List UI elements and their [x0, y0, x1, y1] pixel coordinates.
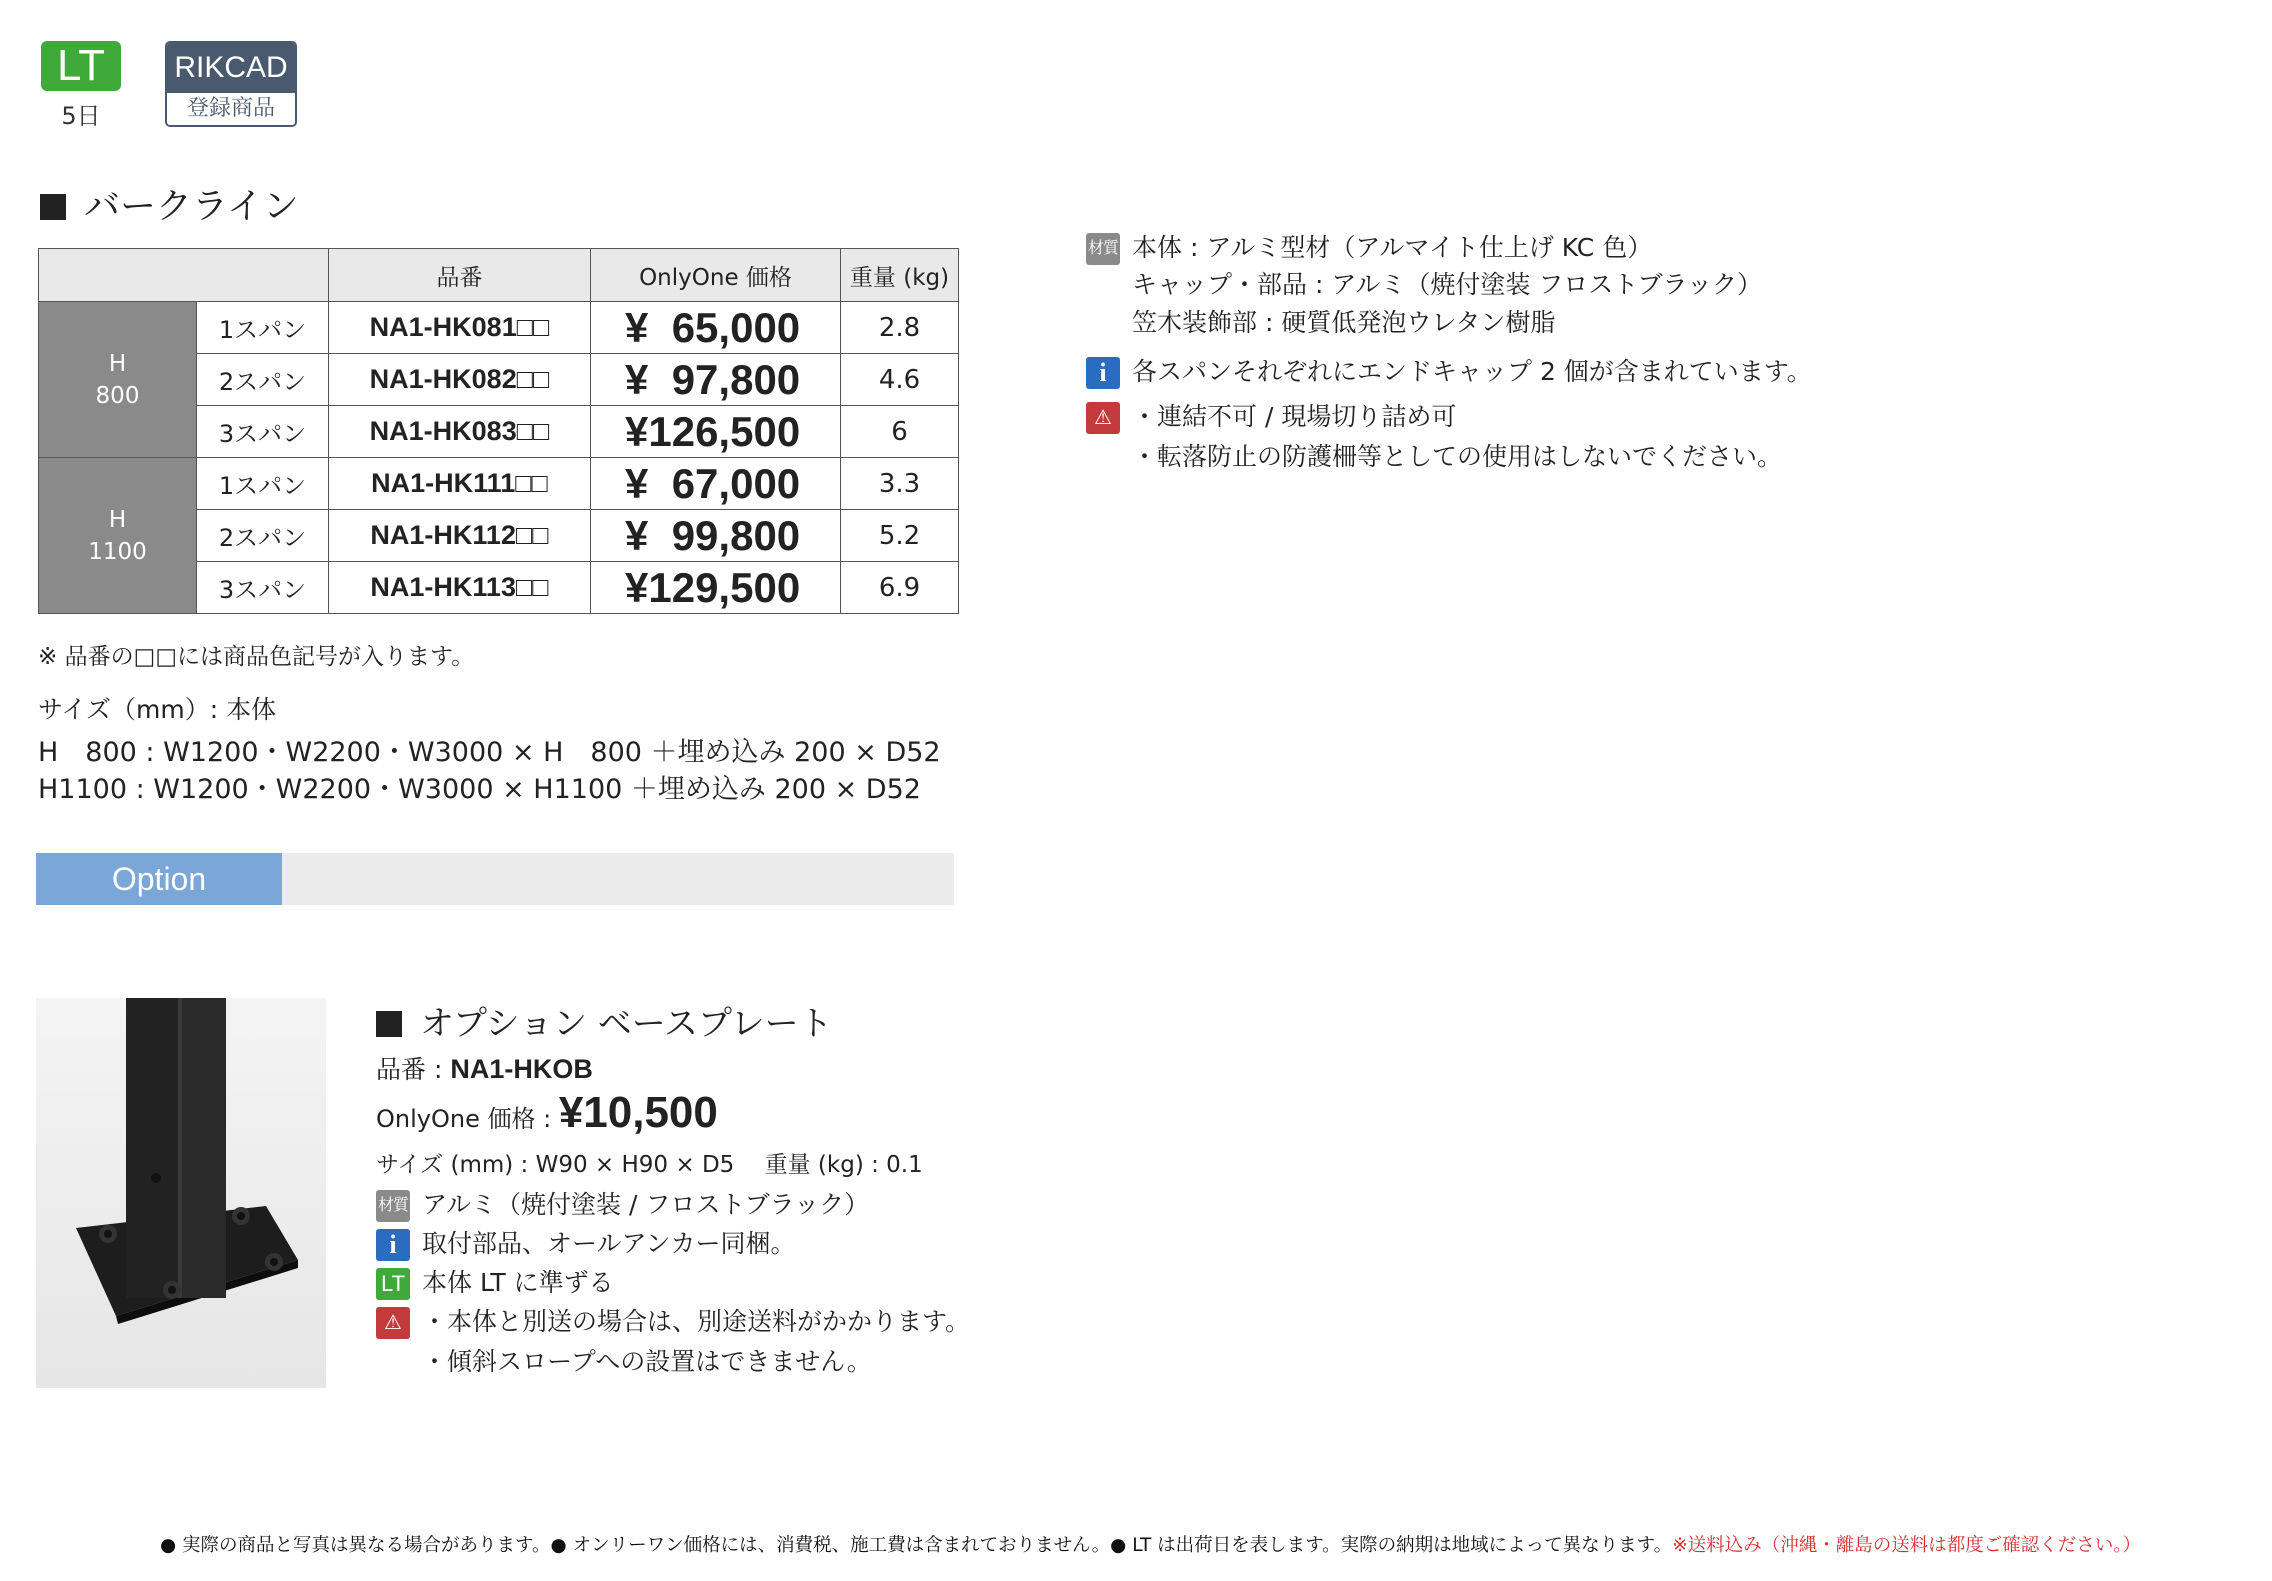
- code-cell: NA1-HK081□□: [329, 302, 591, 354]
- rikcad-badge: [165, 41, 297, 127]
- option-lt: LT 本体 LT に準ずる: [376, 1263, 614, 1300]
- header-code: 品番: [329, 249, 591, 302]
- weight-cell: 6: [841, 406, 959, 458]
- option-price: OnlyOne 価格 : ¥10,500: [376, 1088, 718, 1137]
- header-price: OnlyOne 価格: [591, 249, 841, 302]
- span-cell: 2スパン: [197, 354, 329, 406]
- price-cell: ¥ 99,800: [591, 510, 841, 562]
- span-cell: 2スパン: [197, 510, 329, 562]
- lt-icon: LT: [376, 1268, 410, 1300]
- height-group-800: H 800: [39, 302, 197, 458]
- product-title: バークライン: [40, 178, 299, 229]
- base-plate-illustration: [36, 998, 326, 1388]
- weight-cell: 5.2: [841, 510, 959, 562]
- code-cell: NA1-HK113□□: [329, 562, 591, 614]
- weight-cell: 3.3: [841, 458, 959, 510]
- price-cell: ¥ 67,000: [591, 458, 841, 510]
- warning-icon: ⚠: [1086, 402, 1120, 434]
- option-size: サイズ (mm) : W90 × H90 × D5 重量 (kg) : 0.1: [376, 1152, 923, 1178]
- size-line-1100: H1100 : W1200・W2200・W3000 × H1100 ＋埋め込み 200 × D52: [38, 774, 921, 805]
- weight-cell: 4.6: [841, 354, 959, 406]
- table-header: [39, 249, 959, 302]
- option-material: 材質 アルミ（焼付塗装 / フロストブラック）: [376, 1185, 869, 1222]
- table-row: [39, 458, 959, 510]
- info-line: i 各スパンそれぞれにエンドキャップ 2 個が含まれています。: [1086, 352, 1812, 389]
- span-cell: 1スパン: [197, 458, 329, 510]
- color-note: ※ 品番の□□には商品色記号が入ります。: [38, 644, 475, 670]
- info-icon: i: [1086, 357, 1120, 389]
- price-cell: ¥ 65,000: [591, 302, 841, 354]
- price-cell: ¥126,500: [591, 406, 841, 458]
- option-info: i 取付部品、オールアンカー同梱。: [376, 1224, 796, 1261]
- material-icon: 材質: [376, 1190, 410, 1222]
- weight-cell: 6.9: [841, 562, 959, 614]
- code-cell: NA1-HK082□□: [329, 354, 591, 406]
- warning-line-2: ・転落防止の防護柵等としての使用はしないでください。: [1132, 442, 1783, 471]
- option-label: Option: [36, 853, 282, 905]
- square-bullet-icon: [376, 1011, 402, 1037]
- option-warning-1: ⚠ ・本体と別送の場合は、別途送料がかかります。: [376, 1302, 970, 1339]
- table-row: [39, 302, 959, 354]
- option-code: 品番 : NA1-HKOB: [376, 1054, 593, 1084]
- material-line-2: キャップ・部品 : アルミ（焼付塗装 フロストブラック）: [1132, 270, 1763, 299]
- warning-icon: ⚠: [376, 1307, 410, 1339]
- code-cell: NA1-HK083□□: [329, 406, 591, 458]
- lt-badge: LT: [41, 41, 121, 91]
- lt-days: 5日: [61, 102, 101, 130]
- rikcad-sub: 登録商品: [167, 93, 295, 125]
- height-group-1100: H 1100: [39, 458, 197, 614]
- code-cell: NA1-HK111□□: [329, 458, 591, 510]
- price-table: [38, 248, 959, 614]
- size-line-800: H 800 : W1200・W2200・W3000 × H 800 ＋埋め込み 200 × D52: [38, 737, 941, 768]
- option-bar: [36, 853, 954, 905]
- header-weight: 重量 (kg): [841, 249, 959, 302]
- material-icon: 材質: [1086, 233, 1120, 265]
- square-bullet-icon: [40, 194, 66, 220]
- price-cell: ¥129,500: [591, 562, 841, 614]
- code-cell: NA1-HK112□□: [329, 510, 591, 562]
- footer-disclaimer: ● 実際の商品と写真は異なる場合があります。● オンリーワン価格には、消費税、施工費は含まれておりません。● LT は出荷日を表します。実際の納期は地域によって異なります。※送料込み（沖縄・離島の送料は都度ご確認ください。）: [160, 1535, 2141, 1556]
- weight-cell: 2.8: [841, 302, 959, 354]
- option-title: オプション ベースプレート: [376, 996, 833, 1045]
- size-label: サイズ（mm）: 本体: [38, 695, 277, 724]
- header-blank: [39, 249, 329, 302]
- material-line-1: 材質 本体 : アルミ型材（アルマイト仕上げ KC 色）: [1086, 228, 1652, 265]
- price-cell: ¥ 97,800: [591, 354, 841, 406]
- base-plate-photo: [36, 998, 326, 1388]
- material-line-3: 笠木装飾部 : 硬質低発泡ウレタン樹脂: [1132, 308, 1556, 337]
- option-warning-2: ・傾斜スロープへの設置はできません。: [422, 1347, 872, 1376]
- rikcad-label: RIKCAD: [167, 43, 295, 93]
- info-icon: i: [376, 1229, 410, 1261]
- warning-line-1: ⚠ ・連結不可 / 現場切り詰め可: [1086, 397, 1456, 434]
- span-cell: 3スパン: [197, 406, 329, 458]
- span-cell: 1スパン: [197, 302, 329, 354]
- span-cell: 3スパン: [197, 562, 329, 614]
